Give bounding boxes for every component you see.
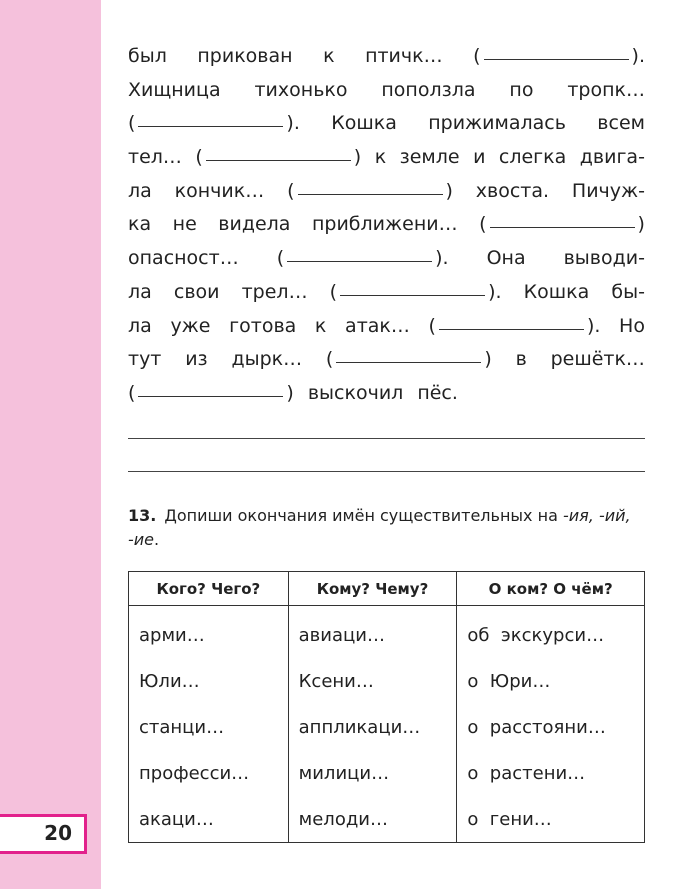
word: атак…	[345, 314, 410, 337]
word: прижималась	[428, 112, 566, 135]
word: к	[374, 146, 387, 169]
word: уже	[170, 314, 211, 337]
word: земле	[399, 146, 460, 169]
table-cell[interactable]: об экскурси…	[457, 606, 645, 659]
answer-blank[interactable]	[484, 58, 629, 60]
table-cell[interactable]: Ксени…	[288, 658, 457, 704]
text-line	[128, 276, 645, 310]
bracket-close: ).	[286, 112, 300, 135]
word: к	[314, 314, 327, 337]
word: двига-	[579, 146, 645, 169]
answer-blank[interactable]	[439, 328, 584, 330]
blank-group	[128, 377, 294, 411]
answer-line-2[interactable]	[128, 471, 645, 472]
bracket-close: )	[445, 179, 453, 202]
answer-blank[interactable]	[138, 125, 283, 127]
table-cell[interactable]: станци…	[129, 704, 289, 750]
word: дырк…	[231, 348, 303, 371]
table-row	[129, 606, 645, 659]
table-row	[129, 704, 645, 750]
word: свои	[173, 280, 220, 303]
bracket-open: (	[428, 314, 436, 337]
answer-blank[interactable]	[298, 193, 443, 195]
word: Кошка	[331, 112, 397, 135]
bracket-open: (	[276, 247, 285, 270]
exercise-paragraph	[128, 40, 645, 411]
text-line	[128, 107, 645, 141]
text-line	[128, 343, 645, 377]
task-13	[128, 504, 648, 552]
word: Пичуж-	[571, 179, 645, 202]
text-line	[128, 175, 645, 209]
word: тел…	[128, 146, 182, 169]
bracket-close: )	[484, 348, 492, 371]
word: решётк…	[550, 348, 645, 371]
bracket-open: (	[128, 381, 136, 404]
word: ка	[128, 213, 152, 236]
answer-blank[interactable]	[340, 294, 485, 296]
table-header: Кого? Чего?	[129, 572, 289, 606]
answer-blank[interactable]	[206, 159, 351, 161]
word: слегка	[498, 146, 567, 169]
table-cell[interactable]: мелоди…	[288, 796, 457, 843]
word: прикован	[197, 45, 293, 67]
task-number: 13.	[128, 506, 157, 525]
blank-group	[287, 175, 453, 209]
word: Хищница	[128, 78, 221, 101]
word: птичк…	[365, 45, 443, 67]
table-cell[interactable]: авиаци…	[288, 606, 457, 659]
word: выводи-	[563, 247, 645, 270]
word: поползла	[381, 78, 476, 101]
task-end: .	[154, 530, 160, 549]
table-cell[interactable]: о гени…	[457, 796, 645, 843]
word: готова	[229, 314, 297, 337]
table-header: Кому? Чему?	[288, 572, 457, 606]
blank-group	[473, 40, 645, 74]
word: и	[473, 146, 486, 169]
bracket-open: (	[325, 348, 334, 371]
word: тропк…	[567, 78, 645, 101]
table-cell[interactable]: акаци…	[129, 796, 289, 843]
word: не	[172, 213, 197, 236]
table-cell[interactable]: о расстояни…	[457, 704, 645, 750]
word: в	[515, 348, 527, 371]
page-number: 20	[44, 821, 72, 845]
word: опасност…	[128, 247, 239, 270]
bracket-close: ).	[631, 45, 645, 67]
table-cell[interactable]: Юли…	[129, 658, 289, 704]
answer-blank[interactable]	[138, 395, 283, 397]
endings-table	[128, 571, 645, 843]
word: к	[323, 45, 335, 67]
word: приближени…	[311, 213, 458, 236]
task-text: Допиши окончания имён существительных на	[164, 506, 558, 525]
answer-line-1[interactable]	[128, 438, 645, 439]
text-line	[128, 377, 645, 411]
bracket-close: )	[637, 213, 645, 236]
blank-group	[479, 208, 645, 242]
bracket-close: )	[353, 146, 362, 169]
blank-group	[195, 141, 361, 175]
word: пёс.	[417, 381, 458, 404]
word: Но	[619, 314, 645, 337]
table-cell[interactable]: аппликаци…	[288, 704, 457, 750]
blank-group	[277, 242, 449, 276]
bracket-open: (	[473, 45, 481, 67]
bracket-close: ).	[488, 280, 502, 303]
blank-group	[128, 107, 300, 141]
word: кончик…	[174, 179, 265, 202]
table-cell[interactable]: о Юри…	[457, 658, 645, 704]
answer-blank[interactable]	[490, 226, 635, 228]
blank-group	[326, 343, 492, 377]
answer-blank[interactable]	[287, 260, 432, 262]
table-row	[129, 796, 645, 843]
word: видела	[218, 213, 291, 236]
bracket-close: )	[286, 381, 294, 404]
word: Она	[486, 247, 526, 270]
table-cell[interactable]: арми…	[129, 606, 289, 659]
word: ла	[128, 280, 152, 303]
page-number-box	[0, 814, 87, 854]
bracket-open: (	[287, 179, 295, 202]
table-row	[129, 658, 645, 704]
text-line	[128, 40, 645, 74]
word: ла	[128, 179, 152, 202]
bracket-open: (	[128, 112, 136, 135]
blank-group	[429, 310, 601, 344]
table-cell[interactable]: професси…	[129, 750, 289, 796]
table-header-row	[129, 572, 645, 606]
task-endings: -ия, -ий, -ие	[128, 506, 631, 549]
word: тихонько	[254, 78, 348, 101]
word: был	[128, 45, 167, 67]
word: из	[185, 348, 208, 371]
word: ла	[128, 314, 152, 337]
answer-blank[interactable]	[336, 361, 481, 363]
table-header: О ком? О чём?	[457, 572, 645, 606]
text-line	[128, 310, 645, 344]
word: всем	[597, 112, 645, 135]
table-cell[interactable]: о растени…	[457, 750, 645, 796]
blank-group	[330, 276, 502, 310]
word: по	[509, 78, 534, 101]
word: трел…	[241, 280, 308, 303]
word: Кошка	[523, 280, 590, 303]
bracket-open: (	[479, 213, 487, 236]
text-line	[128, 141, 645, 175]
word: тут	[128, 348, 162, 371]
bracket-open: (	[329, 280, 338, 303]
word: хвоста.	[475, 179, 550, 202]
bracket-open: (	[195, 146, 203, 169]
bracket-close: ).	[586, 314, 601, 337]
text-line	[128, 74, 645, 108]
text-line	[128, 208, 645, 242]
table-row	[129, 750, 645, 796]
bracket-close: ).	[435, 247, 449, 270]
word: выскочил	[307, 381, 404, 404]
table-cell[interactable]: милици…	[288, 750, 457, 796]
word: бы-	[611, 280, 645, 303]
page-margin-stripe	[0, 0, 101, 889]
text-line	[128, 242, 645, 276]
